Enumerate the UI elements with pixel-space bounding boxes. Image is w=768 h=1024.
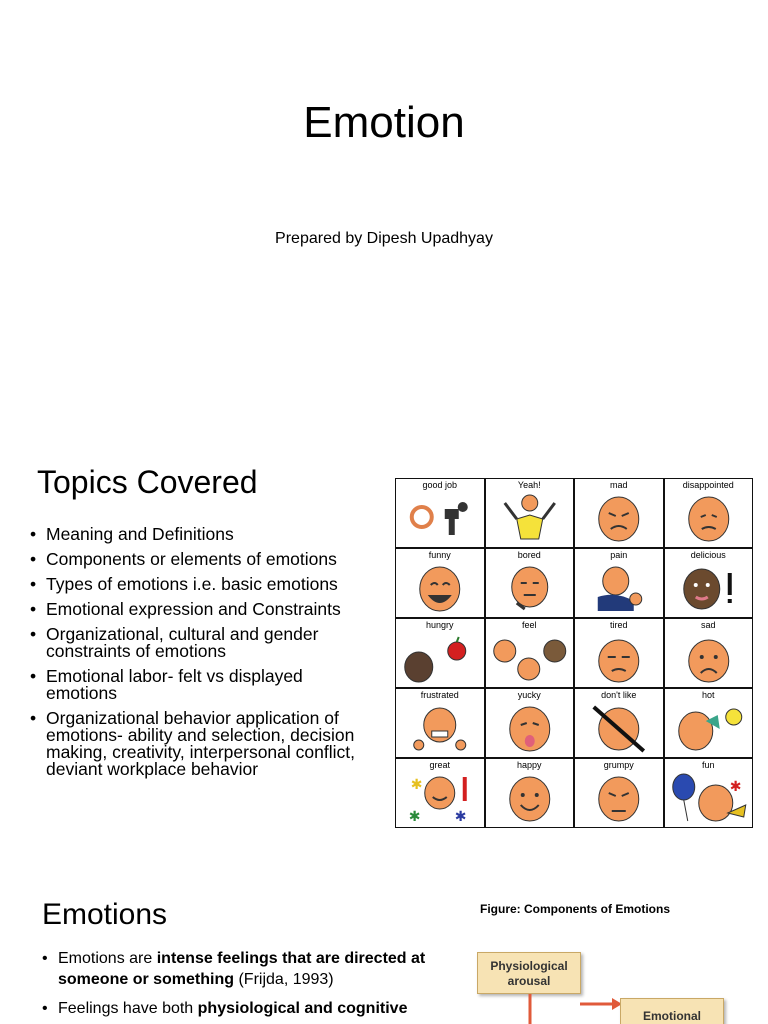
bullet-text: Feelings have both <box>58 1000 198 1017</box>
svg-text:✱: ✱ <box>729 778 741 794</box>
emotion-cell <box>486 759 574 827</box>
emotion-label: great <box>429 760 450 770</box>
thumbs-icon <box>396 489 484 545</box>
emotion-cell <box>396 759 484 827</box>
emotions-heading: Emotions <box>42 898 168 931</box>
topic-item: • Meaning and Definitions <box>30 526 375 543</box>
emotion-label: frustrated <box>420 690 459 700</box>
arrow-icon <box>520 994 630 1024</box>
emotion-label: don't like <box>601 690 637 700</box>
emotion-label: yucky <box>517 690 541 700</box>
topic-item: • Organizational behavior application of emotions- ability and selection, decision making, creativity, interpersonal conflict, deviant workplace behavior <box>30 710 375 778</box>
emotion-label: fun <box>701 760 715 770</box>
emotion-cell <box>575 479 663 547</box>
topic-item: • Components or elements of emotions <box>30 551 375 568</box>
title-slide <box>0 0 768 420</box>
bullet-text: (Frijda, 1993) <box>234 971 334 988</box>
mad-face-icon <box>575 489 663 545</box>
emotion-label: Yeah! <box>517 480 541 490</box>
emotion-label: hot <box>701 690 715 700</box>
emotions-slide <box>0 880 768 1024</box>
topics-list <box>30 526 375 786</box>
pain-face-icon <box>575 559 663 615</box>
topics-heading: Topics Covered <box>37 464 258 500</box>
topic-item: • Emotional labor- felt vs displayed emotions <box>30 668 375 702</box>
emotion-cell <box>486 689 574 757</box>
delicious-face-icon <box>665 559 753 615</box>
svg-text:✱: ✱ <box>408 808 421 824</box>
dont-like-face-icon <box>575 699 663 755</box>
hungry-face-icon <box>396 629 484 685</box>
emotion-cell <box>665 619 753 687</box>
emotion-cell <box>575 689 663 757</box>
emotion-label: sad <box>700 620 716 630</box>
emotion-cell <box>486 549 574 617</box>
bullet-item <box>42 948 462 990</box>
emotion-cell <box>665 549 753 617</box>
emotional-box: Emotional <box>620 998 724 1024</box>
grumpy-face-icon <box>575 769 663 825</box>
happy-face-icon <box>486 769 574 825</box>
emotion-cell <box>486 619 574 687</box>
cheering-person-icon <box>486 489 574 545</box>
emotion-cell <box>665 479 753 547</box>
emotion-label: hungry <box>425 620 454 630</box>
emotion-cell <box>396 619 484 687</box>
bullet-bold-text: physiological and cognitive <box>197 1000 408 1017</box>
emotion-cell <box>575 619 663 687</box>
emotions-bullets <box>42 948 462 1024</box>
slide-title: Emotion <box>303 98 465 147</box>
svg-text:✱: ✱ <box>454 808 467 824</box>
emotion-label: bored <box>517 550 541 560</box>
great-face-icon <box>396 769 484 825</box>
emotion-label: mad <box>609 480 628 490</box>
emotion-cell <box>575 759 663 827</box>
feel-faces-icon <box>486 629 574 685</box>
emotion-cell <box>575 549 663 617</box>
bullet-item <box>42 998 462 1019</box>
figure-caption: Figure: Components of Emotions <box>480 902 670 916</box>
topic-item: • Emotional expression and Constraints <box>30 601 375 618</box>
emotion-cell <box>665 689 753 757</box>
slide-subtitle: Prepared by Dipesh Upadhyay <box>275 230 493 247</box>
svg-text:✱: ✱ <box>410 776 423 792</box>
emotion-label: grumpy <box>603 760 634 770</box>
physiological-arousal-box: Physiological arousal <box>477 952 581 994</box>
sad-face-icon <box>665 629 753 685</box>
topic-item: • Organizational, cultural and gender constraints of emotions <box>30 626 375 660</box>
yucky-face-icon <box>486 699 574 755</box>
emotion-label: happy <box>516 760 542 770</box>
emotion-label: good job <box>422 480 458 490</box>
emotion-cell <box>396 549 484 617</box>
emotion-label: funny <box>428 550 451 560</box>
emotion-label: tired <box>609 620 628 630</box>
bored-face-icon <box>486 559 574 615</box>
disappointed-face-icon <box>665 489 753 545</box>
hot-face-icon <box>665 699 753 755</box>
party-face-icon <box>665 769 753 825</box>
emotion-label: pain <box>610 550 628 560</box>
emotion-label: feel <box>521 620 537 630</box>
bullet-text: Emotions are <box>58 950 157 967</box>
emotion-cell <box>396 479 484 547</box>
laughing-face-icon <box>396 559 484 615</box>
emotion-label: delicious <box>690 550 726 560</box>
topic-item: • Types of emotions i.e. basic emotions <box>30 576 375 593</box>
emotion-chart-image <box>395 478 753 828</box>
emotion-cell <box>486 479 574 547</box>
emotion-label: disappointed <box>682 480 734 490</box>
frustrated-face-icon <box>396 699 484 755</box>
topics-slide <box>0 440 768 860</box>
emotion-cell <box>665 759 753 827</box>
bullet-bold-text: intense feelings that are directed at someone or something <box>58 950 426 988</box>
tired-face-icon <box>575 629 663 685</box>
emotion-cell <box>396 689 484 757</box>
